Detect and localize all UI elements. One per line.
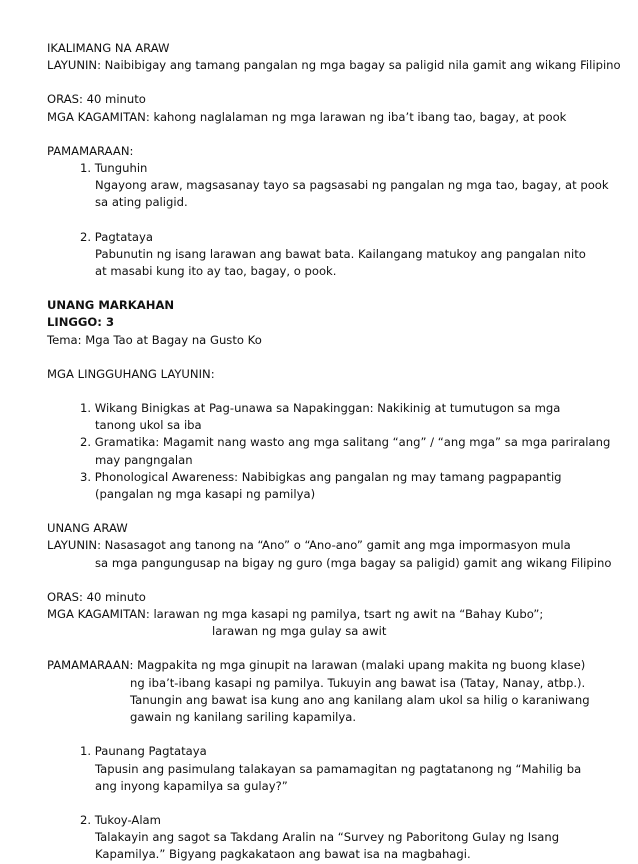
materials-text: MGA KAGAMITAN: kahong naglalaman ng mga larawan ng iba’t ibang tao, bagay, at pook xyxy=(47,109,567,124)
list-item-title: 2. Tukoy-Alam xyxy=(80,812,161,827)
list-item-text: at masabi kung ito ay tao, bagay, o pook. xyxy=(95,264,337,279)
list-item-text: Pabunutin ng isang larawan ang bawat bata. Kailangang matukoy ang pangalan nito xyxy=(95,246,586,261)
procedure-text-cont: gawain ng kanilang sariling kapamilya. xyxy=(130,710,357,725)
week-heading: LINGGO: 3 xyxy=(47,315,115,330)
objective-item: 1. Wikang Binigkas at Pag-unawa sa Napakinggan: Nakikinig at tumutugon sa mga xyxy=(80,401,561,416)
procedure-text: PAMAMARAAN: Magpakita ng mga ginupit na larawan (malaki upang makita ng buong klase) xyxy=(47,658,586,673)
list-item-title: 1. Tunguhin xyxy=(80,161,148,176)
objective-item-cont: (pangalan ng mga kasapi ng pamilya) xyxy=(95,487,316,502)
objective-item-cont: may pangngalan xyxy=(95,452,193,467)
objective-item: 3. Phonological Awareness: Nabibigkas ang pangalan ng may tamang pagpapantig xyxy=(80,469,562,484)
duration-text: ORAS: 40 minuto xyxy=(47,92,146,107)
list-item-title: 1. Paunang Pagtataya xyxy=(80,744,207,759)
day-heading: UNANG ARAW xyxy=(47,521,128,536)
materials-text-cont: larawan ng mga gulay sa awit xyxy=(212,624,387,639)
list-item-text: ang inyong kapamilya sa gulay?” xyxy=(95,778,288,793)
objective-text: LAYUNIN: Naibibigay ang tamang pangalan ng mga bagay sa paligid nila gamit ang wikang Filipino xyxy=(47,58,621,73)
weekly-objectives-heading: MGA LINGGUHANG LAYUNIN: xyxy=(47,366,215,381)
duration-text: ORAS: 40 minuto xyxy=(47,589,146,604)
objective-item: 2. Gramatika: Magamit nang wasto ang mga salitang “ang” / “ang mga” sa mga pariralang xyxy=(80,435,611,450)
procedure-text-cont: Tanungin ang bawat isa kung ano ang kanilang alam ukol sa hilig o karaniwang xyxy=(130,692,590,707)
procedure-heading: PAMAMARAAN: xyxy=(47,143,134,158)
procedure-text-cont: ng iba’t-ibang kasapi ng pamilya. Tukuyin ang bawat isa (Tatay, Nanay, atbp.). xyxy=(130,675,586,690)
day-heading: IKALIMANG NA ARAW xyxy=(47,41,170,55)
list-item-text: Ngayong araw, magsasanay tayo sa pagsasabi ng pangalan ng mga tao, bagay, at pook xyxy=(95,178,609,193)
list-item-title: 2. Pagtataya xyxy=(80,229,153,244)
objective-text: LAYUNIN: Nasasagot ang tanong na “Ano” o “Ano-ano” gamit ang mga impormasyon mula xyxy=(47,538,571,553)
list-item-text: sa ating paligid. xyxy=(95,195,188,210)
list-item-text: Tapusin ang pasimulang talakayan sa pamamagitan ng pagtatanong ng “Mahilig ba xyxy=(95,761,582,776)
list-item-text: Kapamilya.” Bigyang pagkakataon ang bawat isa na magbahagi. xyxy=(95,847,471,862)
list-item-text: Talakayin ang sagot sa Takdang Aralin na “Survey ng Paboritong Gulay ng Isang xyxy=(95,830,560,845)
materials-text: MGA KAGAMITAN: larawan ng mga kasapi ng pamilya, tsart ng awit na “Bahay Kubo”; xyxy=(47,607,544,622)
objective-text-cont: sa mga pangungusap na bigay ng guro (mga bagay sa paligid) gamit ang wikang Filipino xyxy=(95,555,612,570)
objective-item-cont: tanong ukol sa iba xyxy=(95,418,202,433)
theme-text: Tema: Mga Tao at Bagay na Gusto Ko xyxy=(47,332,262,347)
quarter-heading: UNANG MARKAHAN xyxy=(47,298,175,313)
lesson-plan-page xyxy=(47,40,621,864)
